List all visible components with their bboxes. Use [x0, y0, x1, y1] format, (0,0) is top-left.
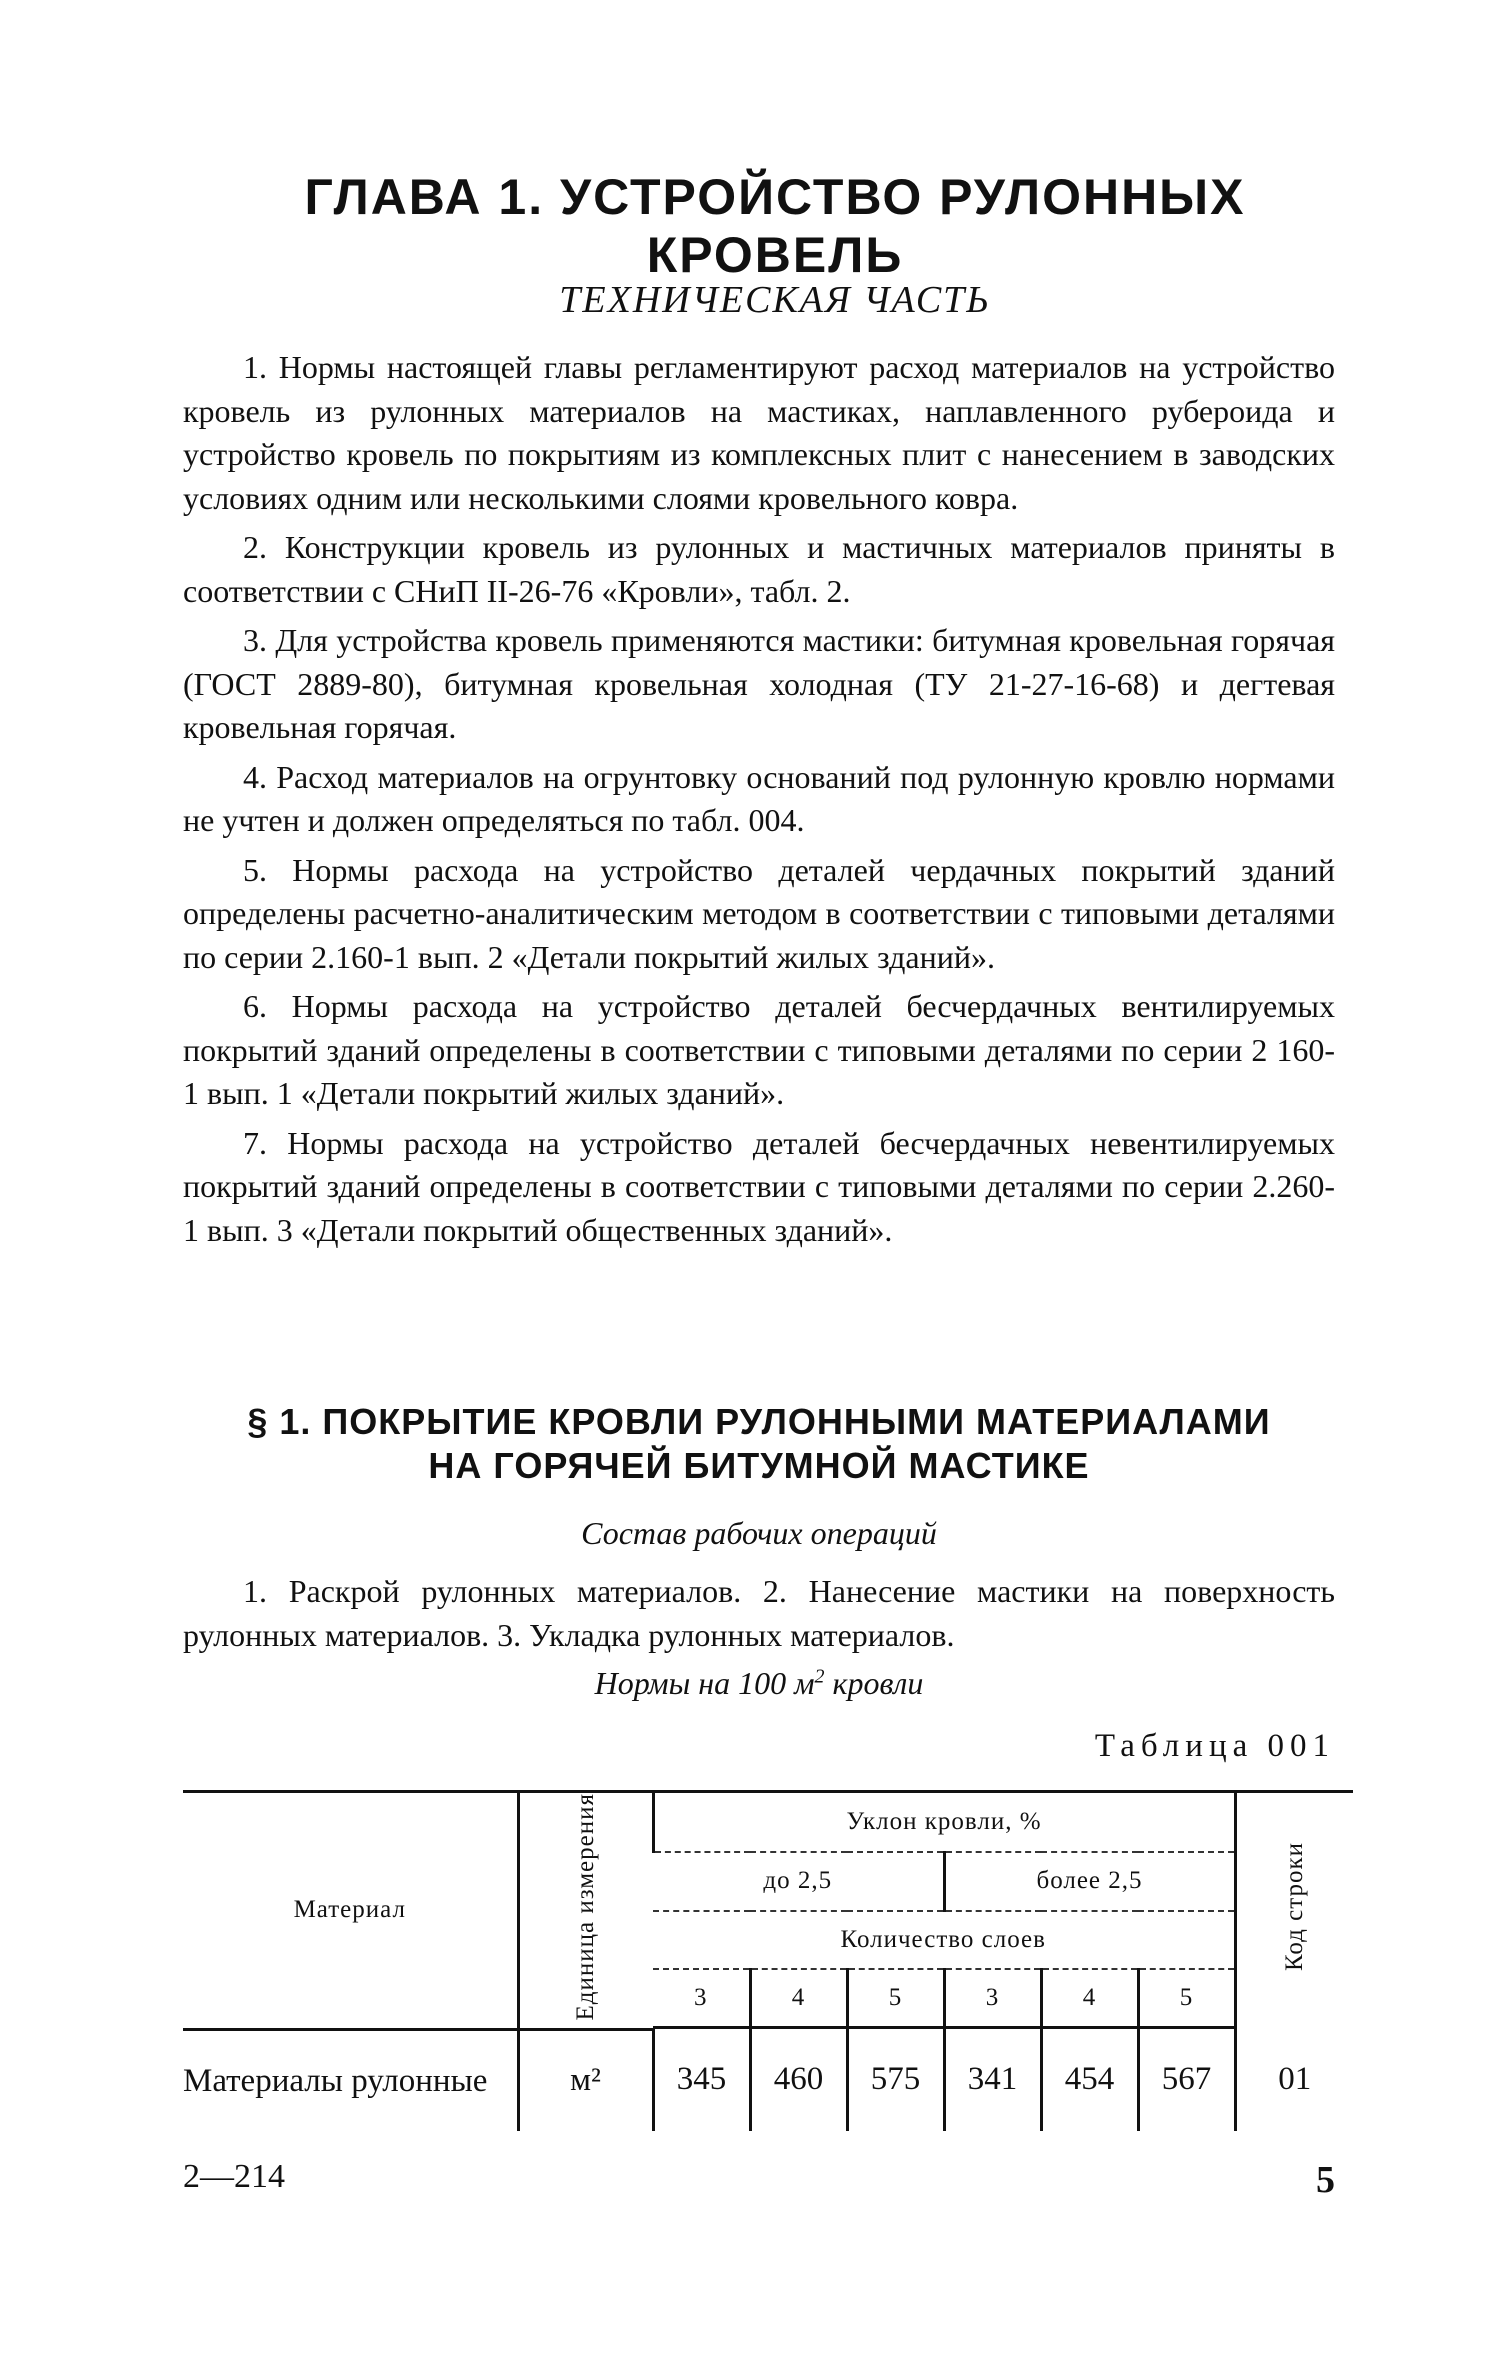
cell-value: 575 — [847, 2029, 944, 2131]
cell-value: 567 — [1138, 2029, 1235, 2131]
header-row-code — [1235, 1792, 1353, 2028]
header-layers: Количество слоев — [653, 1911, 1235, 1969]
norms-caption — [183, 1665, 1335, 1702]
cell-value: 454 — [1041, 2029, 1138, 2131]
header-slope: Уклон кровли, % — [653, 1792, 1235, 1853]
paragraph-4: 4. Расход материалов на огрунтовку оснований под рулонную кровлю нормами не учтен и должен определяться по табл. 004. — [183, 758, 1335, 838]
header-unit — [518, 1792, 653, 2028]
paragraph-5: 5. Нормы расхода на устройство деталей чердачных покрытий зданий определены расчетно-аналитическим методом в соответствии с типовыми деталями по серии 2.160-1 вып. 2 «Детали покрытий жилых зданий». — [183, 851, 1335, 975]
header-layer-count: 4 — [1041, 1969, 1138, 2027]
page-number: 5 — [1316, 2159, 1335, 2201]
section-title-line-2: НА ГОРЯЧЕЙ БИТУМНОЙ МАСТИКЕ — [428, 1445, 1090, 1486]
cell-value: 341 — [944, 2029, 1041, 2131]
footer-signature-mark: 2—214 — [183, 2158, 285, 2195]
technical-part-body — [183, 346, 1335, 1252]
cell-code: 01 — [1235, 2029, 1353, 2131]
header-layer-count: 3 — [944, 1969, 1041, 2027]
norms-caption-suffix: кровли — [824, 1665, 924, 1701]
header-material: Материал — [183, 1792, 518, 2028]
cell-value: 460 — [750, 2029, 847, 2131]
header-layer-count: 3 — [653, 1969, 750, 2027]
section-title — [183, 1400, 1335, 1488]
header-slope-upto: до 2,5 — [653, 1852, 944, 1910]
technical-part-heading: ТЕХНИЧЕСКАЯ ЧАСТЬ — [559, 279, 991, 321]
norms-caption-sup: 2 — [814, 1665, 825, 1688]
header-layer-count: 5 — [847, 1969, 944, 2027]
header-row-code-text: Код строки — [1280, 1842, 1308, 1972]
table-row — [183, 2029, 1353, 2131]
operations-text: 1. Раскрой рулонных материалов. 2. Нанесение мастики на поверхность рулонных материалов. 3. Укладка рулонных материалов. — [183, 1573, 1335, 1653]
cell-value: 345 — [653, 2029, 750, 2131]
header-unit-text: Единица измерения — [571, 1793, 599, 2021]
paragraph-7: 7. Нормы расхода на устройство деталей бесчердачных невентилируемых покрытий зданий определены в соответствии с типовыми деталями по серии 2.260-1 вып. 3 «Детали покрытий общественных зданий». — [183, 1124, 1335, 1248]
operations-heading: Состав рабочих операций — [581, 1515, 937, 1551]
header-slope-over: более 2,5 — [944, 1852, 1235, 1910]
norms-table — [183, 1790, 1353, 2131]
cell-material: Материалы рулонные — [183, 2062, 488, 2099]
header-layer-count: 4 — [750, 1969, 847, 2027]
cell-unit: м² — [518, 2029, 653, 2131]
paragraph-3: 3. Для устройства кровель применяются мастики: битумная кровельная горячая (ГОСТ 2889-80), битумная кровельная холодная (ТУ 21-27-16-68) и дегтевая кровельная горячая. — [183, 622, 1335, 745]
paragraph-6: 6. Нормы расхода на устройство деталей бесчердачных вентилируемых покрытий зданий определены в соответствии с типовыми деталями по серии 2 160-1 вып. 1 «Детали покрытий жилых зданий». — [183, 988, 1335, 1111]
section-title-line-1: § 1. ПОКРЫТИЕ КРОВЛИ РУЛОННЫМИ МАТЕРИАЛАМИ — [247, 1401, 1271, 1442]
header-layer-count: 5 — [1138, 1969, 1235, 2027]
paragraph-1: 1. Нормы настоящей главы регламентируют расход материалов на устройство кровель из рулонных материалов на мастиках, наплавленного рубероида и устройство кровель по покрытиям из комплексных плит с нанесением в заводских условиях одним или несколькими слоями кровельного ковра. — [183, 349, 1335, 516]
operations-body — [183, 1570, 1335, 1657]
paragraph-2: 2. Конструкции кровель из рулонных и мастичных материалов приняты в соответствии с СНиП II-26-76 «Кровли», табл. 2. — [183, 529, 1335, 609]
chapter-title: ГЛАВА 1. УСТРОЙСТВО РУЛОННЫХ КРОВЕЛЬ — [304, 169, 1246, 283]
table-label: Таблица 001 — [1094, 1728, 1335, 1764]
norms-caption-prefix: Нормы на 100 м — [594, 1665, 815, 1701]
